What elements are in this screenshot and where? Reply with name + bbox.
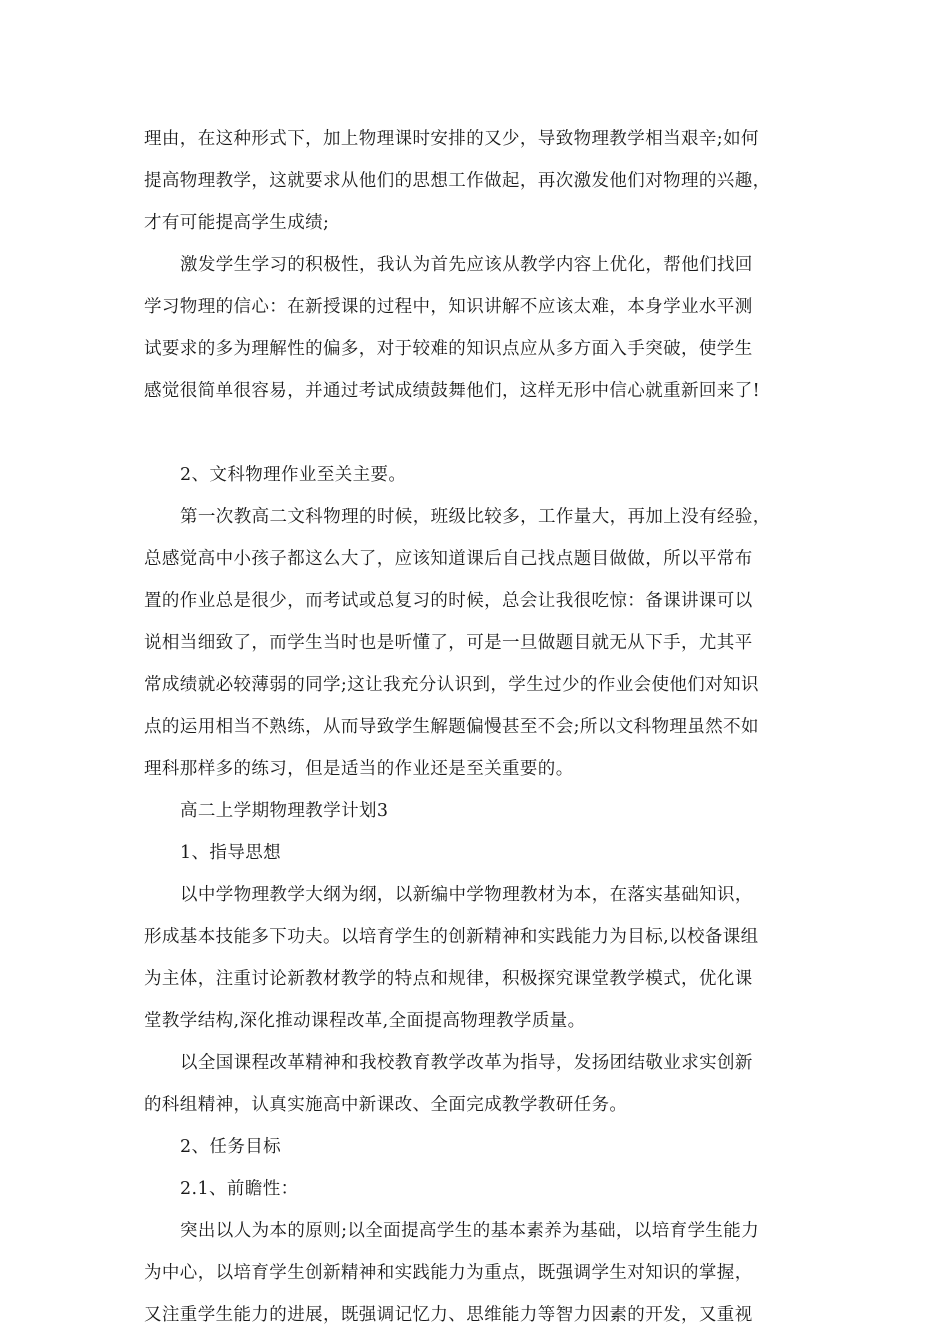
paragraph: [144, 1210, 814, 1336]
paragraph: [144, 874, 814, 1042]
subsection-heading: [144, 1168, 814, 1210]
text-line: 形成基本技能多下功夫。以培育学生的创新精神和实践能力为目标,以校备课组: [144, 927, 759, 947]
text-line: 第一次教高二文科物理的时候，班级比较多，工作量大，再加上没有经验，: [180, 507, 771, 527]
text-line: 点的运用相当不熟练，从而导致学生解题偏慢甚至不会;所以文科物理虽然不如: [144, 717, 759, 737]
text-line: 总感觉高中小孩子都这么大了，应该知道课后自己找点题目做做，所以平常布: [144, 549, 753, 569]
text-line: 为主体，注重讨论新教材教学的特点和规律，积极探究课堂教学模式，优化课: [144, 969, 753, 989]
text-line: 以中学物理教学大纲为纲，以新编中学物理教材为本，在落实基础知识，: [180, 885, 753, 905]
blank-line: [144, 412, 814, 454]
text-line: 才有可能提高学生成绩;: [144, 213, 330, 233]
text-line: 2、文科物理作业至关主要。: [180, 465, 407, 485]
paragraph: [144, 1042, 814, 1126]
text-line: 2.1、前瞻性：: [180, 1179, 299, 1199]
paragraph: [144, 118, 814, 244]
text-line: 提高物理教学，这就要求从他们的思想工作做起，再次激发他们对物理的兴趣，: [144, 171, 771, 191]
text-line: 为中心，以培育学生创新精神和实践能力为重点，既强调学生对知识的掌握，: [144, 1263, 753, 1283]
text-line: 又注重学生能力的进展，既强调记忆力、思维能力等智力因素的开发，又重视: [144, 1305, 753, 1325]
text-line: 2、任务目标: [180, 1137, 282, 1157]
section-heading: [144, 1126, 814, 1168]
text-line: 堂教学结构,深化推动课程改革,全面提高物理教学质量。: [144, 1011, 586, 1031]
document-body: [144, 118, 814, 1336]
text-line: 学习物理的信心：在新授课的过程中，知识讲解不应该太难，本身学业水平测: [144, 297, 753, 317]
paragraph: [144, 496, 814, 790]
document-title: [144, 790, 814, 832]
text-line: 感觉很简单很容易，并通过考试成绩鼓舞他们，这样无形中信心就重新回来了!: [144, 381, 761, 401]
text-line: 1、指导思想: [180, 843, 282, 863]
section-heading: [144, 832, 814, 874]
text-line: 试要求的多为理解性的偏多，对于较难的知识点应从多方面入手突破，使学生: [144, 339, 753, 359]
text-line: 理由，在这种形式下，加上物理课时安排的又少，导致物理教学相当艰辛;如何: [144, 129, 759, 149]
text-line: 置的作业总是很少，而考试或总复习的时候，总会让我很吃惊：备课讲课可以: [144, 591, 753, 611]
text-line: 理科那样多的练习，但是适当的作业还是至关重要的。: [144, 759, 574, 779]
text-line: 突出以人为本的原则;以全面提高学生的基本素养为基础，以培育学生能力: [180, 1221, 760, 1241]
text-line: 高二上学期物理教学计划3: [180, 801, 389, 821]
text-line: 激发学生学习的积极性，我认为首先应该从教学内容上优化，帮他们找回: [180, 255, 753, 275]
paragraph: [144, 244, 814, 412]
text-line: 以全国课程改革精神和我校教育教学改革为指导，发扬团结敬业求实创新: [180, 1053, 753, 1073]
section-heading: [144, 454, 814, 496]
text-line: 常成绩就必较薄弱的同学;这让我充分认识到，学生过少的作业会使他们对知识: [144, 675, 759, 695]
text-line: 的科组精神，认真实施高中新课改、全面完成教学教研任务。: [144, 1095, 628, 1115]
text-line: 说相当细致了，而学生当时也是听懂了，可是一旦做题目就无从下手，尤其平: [144, 633, 753, 653]
